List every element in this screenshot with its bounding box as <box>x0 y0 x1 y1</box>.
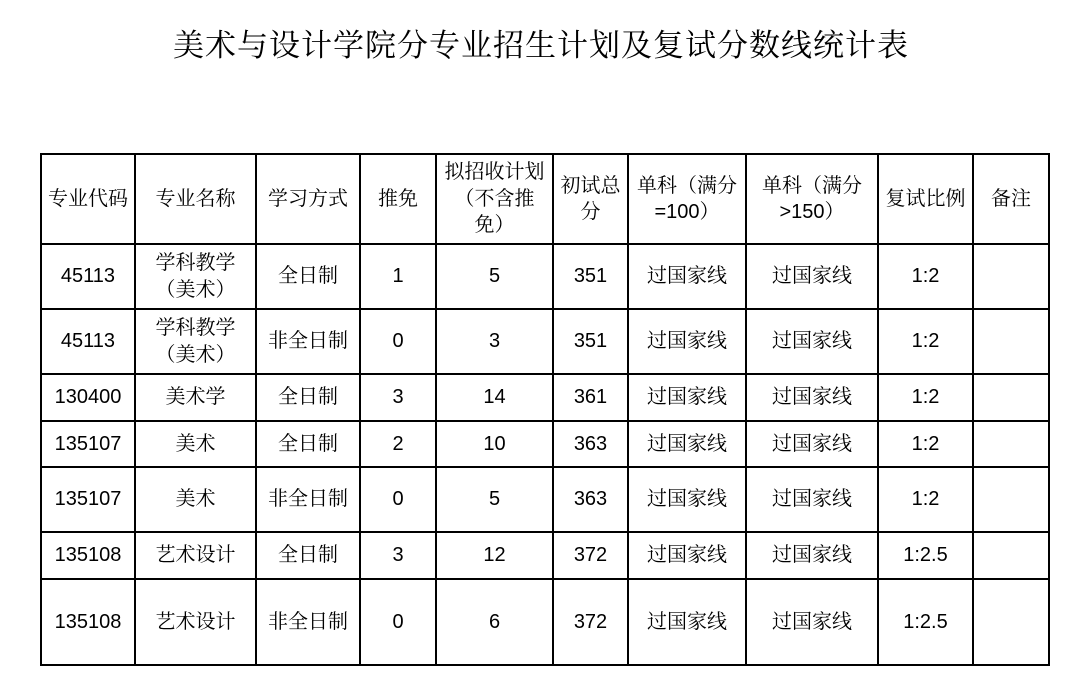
table-cell <box>973 374 1049 421</box>
table-cell: 过国家线 <box>628 467 746 532</box>
column-header-major-code: 专业代码 <box>41 154 135 244</box>
table-cell: 全日制 <box>256 532 360 579</box>
table-cell: 135107 <box>41 467 135 532</box>
table-cell: 学科教学（美术） <box>135 244 256 309</box>
table-row <box>41 244 1049 309</box>
table-cell: 艺术设计 <box>135 532 256 579</box>
table-cell: 1:2 <box>878 467 973 532</box>
table-cell: 135108 <box>41 579 135 665</box>
table-cell: 3 <box>360 532 436 579</box>
column-header-initial-total: 初试总分 <box>553 154 628 244</box>
column-header-planned-intake: 拟招收计划（不含推免） <box>436 154 553 244</box>
table-cell <box>973 579 1049 665</box>
table-cell: 351 <box>553 244 628 309</box>
column-header-retest-ratio: 复试比例 <box>878 154 973 244</box>
table-row <box>41 579 1049 665</box>
table-cell: 过国家线 <box>628 374 746 421</box>
table-cell: 372 <box>553 532 628 579</box>
page-title: 美术与设计学院分专业招生计划及复试分数线统计表 <box>173 28 909 63</box>
table-cell: 3 <box>436 309 553 374</box>
header-row <box>41 154 1049 244</box>
column-header-subject-100: 单科（满分=100） <box>628 154 746 244</box>
table-cell <box>973 532 1049 579</box>
table-cell: 1:2 <box>878 244 973 309</box>
table-cell: 过国家线 <box>746 467 878 532</box>
table-cell: 5 <box>436 467 553 532</box>
table-cell: 非全日制 <box>256 467 360 532</box>
table-cell: 过国家线 <box>628 532 746 579</box>
table-cell: 6 <box>436 579 553 665</box>
table-cell: 372 <box>553 579 628 665</box>
table-cell: 1 <box>360 244 436 309</box>
table-cell <box>973 309 1049 374</box>
table-cell: 全日制 <box>256 244 360 309</box>
table-cell: 351 <box>553 309 628 374</box>
table-cell: 过国家线 <box>628 244 746 309</box>
table-cell: 2 <box>360 421 436 467</box>
table-cell: 45113 <box>41 244 135 309</box>
table-cell: 非全日制 <box>256 309 360 374</box>
table-cell: 14 <box>436 374 553 421</box>
table-cell: 美术 <box>135 467 256 532</box>
table-cell: 过国家线 <box>746 421 878 467</box>
table-cell: 1:2.5 <box>878 579 973 665</box>
table-cell: 过国家线 <box>628 421 746 467</box>
table-cell: 135108 <box>41 532 135 579</box>
table-cell: 1:2.5 <box>878 532 973 579</box>
table-cell: 美术学 <box>135 374 256 421</box>
column-header-study-mode: 学习方式 <box>256 154 360 244</box>
table-cell: 135107 <box>41 421 135 467</box>
table-row <box>41 309 1049 374</box>
table-row <box>41 374 1049 421</box>
table-cell: 过国家线 <box>746 244 878 309</box>
table-cell: 学科教学（美术） <box>135 309 256 374</box>
table-cell: 过国家线 <box>746 532 878 579</box>
table-cell: 过国家线 <box>746 309 878 374</box>
table-cell: 3 <box>360 374 436 421</box>
table-cell: 130400 <box>41 374 135 421</box>
table-cell: 363 <box>553 467 628 532</box>
table-cell <box>973 244 1049 309</box>
column-header-subject-150: 单科（满分>150） <box>746 154 878 244</box>
admission-stats-table <box>40 153 1050 666</box>
column-header-major-name: 专业名称 <box>135 154 256 244</box>
table-body <box>41 244 1049 665</box>
table-header <box>41 154 1049 244</box>
table-cell: 0 <box>360 467 436 532</box>
table-cell: 全日制 <box>256 374 360 421</box>
table-cell: 1:2 <box>878 309 973 374</box>
table-cell: 非全日制 <box>256 579 360 665</box>
table-cell: 5 <box>436 244 553 309</box>
table-cell: 过国家线 <box>628 309 746 374</box>
table-cell: 艺术设计 <box>135 579 256 665</box>
table-cell: 1:2 <box>878 374 973 421</box>
table-row <box>41 467 1049 532</box>
table-cell: 45113 <box>41 309 135 374</box>
table-cell: 过国家线 <box>628 579 746 665</box>
table-cell: 过国家线 <box>746 374 878 421</box>
table-cell: 12 <box>436 532 553 579</box>
column-header-exempt: 推免 <box>360 154 436 244</box>
table-cell: 1:2 <box>878 421 973 467</box>
table-cell: 0 <box>360 309 436 374</box>
table-cell <box>973 421 1049 467</box>
column-header-remarks: 备注 <box>973 154 1049 244</box>
table-cell: 10 <box>436 421 553 467</box>
table-cell: 361 <box>553 374 628 421</box>
table-cell: 全日制 <box>256 421 360 467</box>
table-row <box>41 532 1049 579</box>
table-cell: 0 <box>360 579 436 665</box>
table-row <box>41 421 1049 467</box>
table-cell <box>973 467 1049 532</box>
table-cell: 363 <box>553 421 628 467</box>
table-cell: 美术 <box>135 421 256 467</box>
table-cell: 过国家线 <box>746 579 878 665</box>
